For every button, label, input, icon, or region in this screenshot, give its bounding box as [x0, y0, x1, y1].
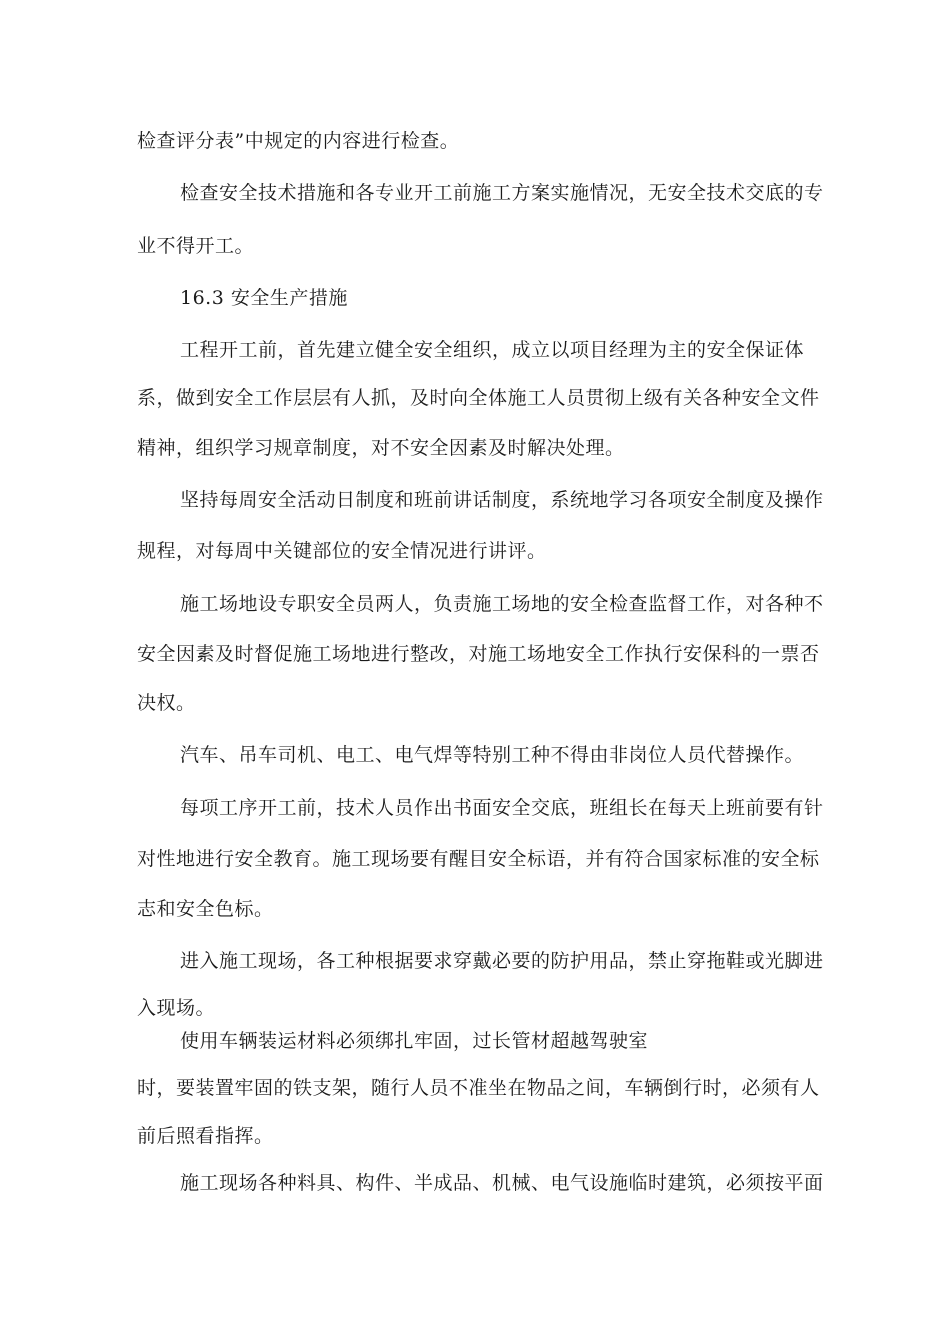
- text-line: 每项工序开工前，技术人员作出书面安全交底，班组长在每天上班前要有针: [180, 797, 824, 819]
- text-line: 志和安全色标。: [137, 898, 274, 920]
- text-line: 汽车、吊车司机、电工、电气焊等特别工种不得由非岗位人员代替操作。: [180, 744, 805, 766]
- text-line: 对性地进行安全教育。施工现场要有醒目安全标语，并有符合国家标准的安全标: [137, 848, 820, 870]
- text-line: 入现场。: [137, 997, 216, 1019]
- text-line: 规程，对每周中关键部位的安全情况进行讲评。: [137, 540, 547, 562]
- text-line: 进入施工现场，各工种根据要求穿戴必要的防护用品，禁止穿拖鞋或光脚进: [180, 950, 824, 972]
- text-line: 检查安全技术措施和各专业开工前施工方案实施情况，无安全技术交底的专: [180, 182, 824, 204]
- text-line: 时，要装置牢固的铁支架，随行人员不准坐在物品之间，车辆倒行时，必须有人: [137, 1077, 820, 1099]
- text-line: 检查评分表”中规定的内容进行检查。: [137, 130, 460, 152]
- text-line: 精神，组织学习规章制度，对不安全因素及时解决处理。: [137, 437, 625, 459]
- text-line: 使用车辆装运材料必须绑扎牢固，过长管材超越驾驶室: [180, 1030, 649, 1052]
- text-line: 工程开工前，首先建立健全安全组织，成立以项目经理为主的安全保证体: [180, 339, 805, 361]
- text-line: 坚持每周安全活动日制度和班前讲话制度，系统地学习各项安全制度及操作: [180, 489, 824, 511]
- text-line: 决权。: [137, 692, 196, 714]
- text-line: 施工场地设专职安全员两人，负责施工场地的安全检查监督工作，对各种不: [180, 593, 824, 615]
- text-line: 系，做到安全工作层层有人抓，及时向全体施工人员贯彻上级有关各种安全文件: [137, 387, 820, 409]
- text-line: 安全因素及时督促施工场地进行整改，对施工场地安全工作执行安保科的一票否: [137, 643, 820, 665]
- text-line: 业不得开工。: [137, 235, 255, 257]
- section-heading: 16.3 安全生产措施: [180, 287, 348, 309]
- text-line: 施工现场各种料具、构件、半成品、机械、电气设施临时建筑，必须按平面: [180, 1172, 824, 1194]
- text-line: 前后照看指挥。: [137, 1125, 274, 1147]
